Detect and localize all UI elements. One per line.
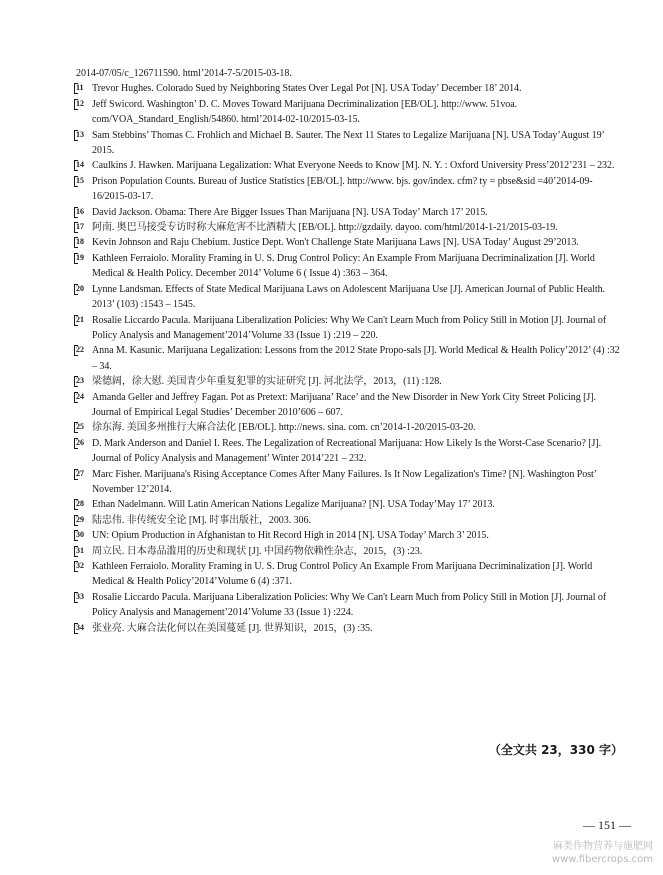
reference-item bbox=[76, 467, 626, 498]
reference-item bbox=[76, 66, 626, 81]
reference-item bbox=[76, 528, 626, 543]
reference-text: David Jackson. Obama: There Are Bigger Issues Than Marijuana [N]. USA Today’ March 17’ 2015. bbox=[92, 206, 488, 218]
reference-item bbox=[76, 390, 626, 421]
reference-text: Anna M. Kasunic. Marijuana Legalization: Lessons from the 2012 State Propo-sals [J]. World Medical & Health Policy’2012’ (4) :32 – 34. bbox=[92, 345, 620, 372]
reference-number: 28 bbox=[76, 499, 84, 509]
word-count: （全文共 23，330 字） bbox=[488, 743, 623, 757]
reference-number: 27 bbox=[76, 468, 84, 478]
reference-text: Prison Population Counts. Bureau of Justice Statistics [EB/OL]. http://www. bjs. gov/index. cfm? ty = pbse&sid =40’2014-09-16/2015-03-17. bbox=[92, 175, 593, 203]
reference-number: 17 bbox=[76, 222, 84, 232]
reference-number: 19 bbox=[76, 252, 84, 262]
reference-text: Trevor Hughes. Colorado Sued by Neighboring States Over Legal Pot [N]. USA Today’ December 18’ 2014. bbox=[92, 83, 522, 95]
reference-text: 阿南. 奥巴马接受专访时称大麻危害不比酒精大 [EB/OL]. http://gzdaily. dayoo. com/html/2014-1-21/2015-03-19. bbox=[92, 222, 558, 234]
reference-text: UN: Opium Production in Afghanistan to Hit Record High in 2014 [N]. USA Today’ March 3’ 2015. bbox=[92, 530, 489, 542]
page-number: — 151 — bbox=[583, 818, 631, 832]
reference-number: 23 bbox=[76, 376, 84, 386]
reference-item bbox=[76, 374, 626, 389]
reference-text: Rosalie Liccardo Pacula. Marijuana Liberalization Policies: Why We Can't Learn Much from Policy Still in Motion [J]. Journal of Policy Analysis and Management’2014’Volume 33 (Issue 1) :224. bbox=[92, 591, 607, 619]
reference-number: 14 bbox=[76, 160, 84, 170]
reference-number: 34 bbox=[76, 622, 84, 632]
reference-item bbox=[76, 128, 626, 159]
reference-item bbox=[76, 343, 626, 374]
reference-item bbox=[76, 497, 626, 512]
reference-text: 2014-07/05/c_126711590. html’2014-7-5/2015-03-18. bbox=[76, 68, 292, 79]
reference-text: Kevin Johnson and Raju Chebium. Justice Dept. Won't Challenge State Marijuana Laws [N]. USA Today’ August 29’2013. bbox=[92, 237, 579, 249]
reference-text: Ethan Nadelmann. Will Latin American Nations Legalize Marijuana? [N]. USA Today’May 17’ 2013. bbox=[92, 499, 495, 511]
reference-item bbox=[76, 590, 626, 621]
reference-text: Rosalie Liccardo Pacula. Marijuana Liberalization Policies: Why We Can't Learn Much from Policy Still in Motion [J]. Journal of Policy Analysis and Management’2014’Volume 33 (Issue 1) :219 – 220. bbox=[92, 314, 607, 341]
reference-item bbox=[76, 559, 626, 590]
reference-number: 20 bbox=[76, 283, 84, 293]
reference-text: Jeff Swicord. Washington’ D. C. Moves Toward Marijuana Decriminalization [EB/OL]. http://www. 51voa. com/VOA_Standard_English/54860. html’2014-02-10/2015-03-15. bbox=[92, 98, 518, 126]
reference-text: Sam Stebbins’ Thomas C. Frohlich and Michael B. Sauter. The Next 11 States to Legalize Marijuana [N]. USA Today’August 19’ 2015. bbox=[92, 129, 605, 157]
reference-number: 30 bbox=[76, 530, 84, 540]
reference-number: 31 bbox=[76, 545, 84, 555]
reference-text: Kathleen Ferraiolo. Morality Framing in U. S. Drug Control Policy: An Example From Marijuana Decriminalization [J]. World Medical & Health Policy. December 2014’ Volume 6 ( Issue 4) :363 – 364. bbox=[92, 252, 595, 280]
reference-text: 梁德阔，徐大慰. 美国青少年重复犯罪的实证研究 [J]. 河北法学，2013，(11) :128. bbox=[92, 376, 442, 388]
reference-text: Kathleen Ferraiolo. Morality Framing in U. S. Drug Control Policy An Example From Marijuana Decriminalization [J]. World Medical & Health Policy’2014’Volume 6 (4) :371. bbox=[92, 561, 593, 588]
reference-number: 22 bbox=[76, 345, 84, 355]
watermark-url: www.fibercrops.com bbox=[551, 854, 653, 865]
reference-number: 13 bbox=[76, 129, 84, 139]
reference-number: 15 bbox=[76, 175, 84, 185]
reference-item bbox=[76, 205, 626, 220]
reference-item bbox=[76, 251, 626, 282]
reference-number: 16 bbox=[76, 206, 84, 216]
reference-text: Marc Fisher. Marijuana's Rising Acceptance Comes After Many Failures. Is It Now Legalization's Time? [N]. Washington Post’ November 12’2014. bbox=[92, 468, 597, 495]
reference-number: 32 bbox=[76, 561, 84, 570]
reference-item bbox=[76, 81, 626, 96]
reference-number: 33 bbox=[76, 591, 84, 601]
reference-number: 11 bbox=[76, 83, 84, 93]
reference-item bbox=[76, 313, 626, 344]
reference-item bbox=[76, 513, 626, 528]
watermark-site-name: 麻类作物营养与施肥网 bbox=[553, 841, 653, 852]
reference-item bbox=[76, 235, 626, 250]
reference-item bbox=[76, 158, 626, 173]
reference-number: 18 bbox=[76, 237, 84, 247]
watermark bbox=[552, 840, 653, 866]
reference-text: 陆忠伟. 非传统安全论 [M]. 时事出版社，2003. 306. bbox=[92, 514, 311, 526]
reference-text: 张业亮. 大麻合法化何以在美国蔓延 [J]. 世界知识，2015，(3) :35. bbox=[92, 622, 373, 634]
reference-text: 周立民. 日本毒品滥用的历史和现状 [J]. 中国药物依赖性杂志，2015，(3) :23. bbox=[92, 545, 423, 557]
reference-number: 25 bbox=[76, 422, 84, 432]
reference-list bbox=[76, 66, 626, 636]
reference-item bbox=[76, 282, 626, 313]
reference-text: D. Mark Anderson and Daniel I. Rees. The Legalization of Recreational Marijuana: How Likely Is the Worst-Case Scenario? [J]. Journal of Policy Analysis and Management’ Winter 2014’221 – 232. bbox=[92, 437, 602, 465]
reference-text: Lynne Landsman. Effects of State Medical Marijuana Laws on Adolescent Marijuana Use [J]. American Journal of Public Health. 2013’ (103) :1543 – 1545. bbox=[92, 283, 605, 311]
reference-number: 21 bbox=[76, 314, 84, 324]
reference-text: 徐东海. 美国多州推行大麻合法化 [EB/OL]. http://news. sina. com. cn’2014-1-20/2015-03-20. bbox=[92, 422, 476, 434]
reference-number: 12 bbox=[76, 98, 84, 108]
reference-number: 24 bbox=[76, 391, 84, 401]
reference-item bbox=[76, 174, 626, 205]
reference-item bbox=[76, 544, 626, 559]
reference-item bbox=[76, 621, 626, 636]
reference-item bbox=[76, 420, 626, 435]
reference-number: 26 bbox=[76, 437, 84, 447]
reference-text: Caulkins J. Hawken. Marijuana Legalization: What Everyone Needs to Know [M]. N. Y. : Oxford University Press’2012’231 – 232. bbox=[92, 160, 615, 172]
reference-text: Amanda Geller and Jeffrey Fagan. Pot as Pretext: Marijuana’ Race’ and the New Disorder in New York City Street Policing [J]. Journal of Empirical Legal Studies’ December 2010’606 – 607. bbox=[92, 391, 596, 418]
reference-item bbox=[76, 97, 626, 128]
reference-number: 29 bbox=[76, 514, 84, 524]
reference-item bbox=[76, 436, 626, 467]
reference-item bbox=[76, 220, 626, 235]
